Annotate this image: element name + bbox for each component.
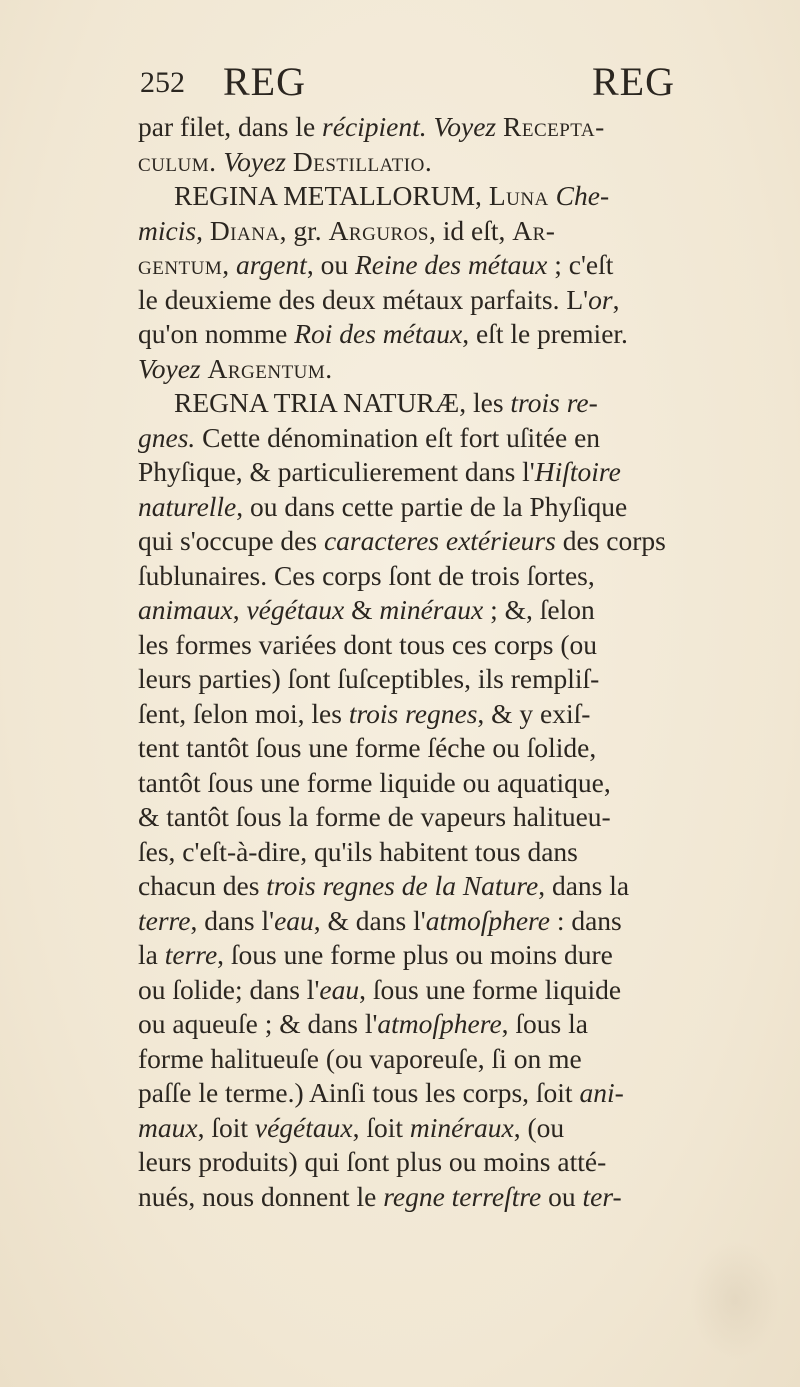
text-line: REGNA TRIA NATURÆ, les trois re- [174,387,598,418]
text-line: naturelle, ou dans cette partie de la Phyſique [138,490,628,522]
text-line: tent tantôt ſous une forme ſéche ou ſolide, [138,732,597,763]
text-line: chacun des trois regnes de la Nature, dans la [138,870,630,901]
text-line: ſes, c'eſt-à-dire, qu'ils habitent tous dans [138,835,578,867]
paper-stain [690,1240,780,1360]
text-line: Phyſique, & particulierement dans l'Hiſtoire [138,456,621,487]
text-line: forme halitueuſe (ou vaporeuſe, ſi on me [138,1042,582,1074]
text-line: culum. Voyez Destillatio. [138,145,433,177]
text-line: Voyez Argentum. [138,352,333,384]
text-line: micis, Diana, gr. Arguros, id eſt, Ar- [138,214,556,246]
text-line: REGINA METALLORUM, Luna Che- [174,180,610,211]
text-line: ou aqueuſe ; & dans l'atmoſphere, ſous la [138,1008,588,1039]
running-head-left: REG [223,59,306,104]
text-line: leurs produits) qui ſont plus ou moins atté- [138,1146,607,1177]
text-line: tantôt ſous une forme liquide ou aquatique, [138,766,611,798]
text-line: la terre, ſous une forme plus ou moins dure [138,939,613,970]
text-line: ſent, ſelon moi, les trois regnes, & y exiſ- [138,697,591,729]
text-line: terre, dans l'eau, & dans l'atmoſphere : dans [138,904,622,936]
text-line: animaux, végétaux & minéraux ; &, ſelon [138,594,595,625]
text-line: & tantôt ſous la forme de vapeurs halitueu- [138,801,611,832]
text-line: les formes variées dont tous ces corps (ou [138,628,597,660]
text-line: qu'on nomme Roi des métaux, eſt le premier. [138,318,628,349]
text-line: qui s'occupe des caracteres extérieurs des corps [138,525,666,556]
page-number: 252 [140,66,185,99]
text-line: le deuxieme des deux métaux parfaits. L'or, [138,283,620,315]
text-line: maux, ſoit végétaux, ſoit minéraux, (ou [138,1111,565,1143]
text-line: leurs parties) ſont ſuſceptibles, ils rempliſ- [138,663,600,694]
text-line: gnes. Cette dénomination eſt fort uſitée en [138,421,601,453]
body-text [138,110,778,1214]
text-line: paſſe le terme.) Ainſi tous les corps, ſoit ani- [138,1077,624,1108]
text-line: ou ſolide; dans l'eau, ſous une forme liquide [138,973,622,1005]
running-head [140,58,680,108]
text-line: gentum, argent, ou Reine des métaux ; c'eſt [138,249,614,280]
text-line: nués, nous donnent le regne terreſtre ou ter- [138,1180,622,1212]
running-head-right: REG [592,59,675,104]
text-line: ſublunaires. Ces corps ſont de trois ſortes, [138,559,595,591]
text-line: par filet, dans le récipient. Voyez Recepta- [138,111,605,142]
